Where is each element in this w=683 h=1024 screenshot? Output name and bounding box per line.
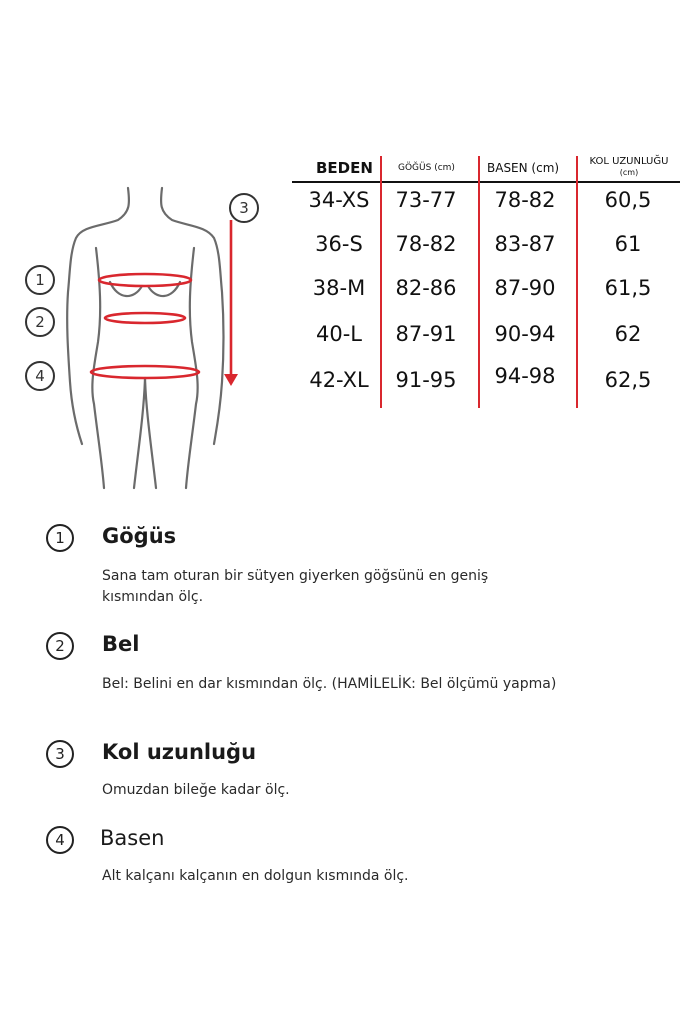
cell-basen: 87-90 [494,276,556,300]
bust-line [99,274,191,286]
cell-kol: 62 [614,322,642,346]
cell-size: 42-XL [309,368,369,392]
size-table [292,150,682,410]
cell-gogus: 87-91 [395,322,457,346]
cell-size: 38-M [312,276,366,300]
cell-kol: 61,5 [604,276,652,300]
body-outline-illustration [18,182,278,492]
marker-2: 2 [35,313,45,331]
header-kol-label: KOL UZUNLUĞU [589,156,669,167]
cell-gogus: 73-77 [395,188,457,212]
legend-description: Bel: Belini en dar kısmından ölç. (HAMİLELİK: Bel ölçümü yapma) [102,676,557,692]
header-kol-unit: (cm) [619,168,639,177]
cell-gogus: 82-86 [395,276,457,300]
header-kol [584,156,674,178]
arm-arrow-icon [224,374,238,386]
cell-basen: 94-98 [494,364,556,388]
body-measurement-figure [18,182,278,492]
legend-number-3: 3 [46,740,74,768]
legend-number-4: 4 [46,826,74,854]
waist-line [105,313,185,323]
cell-kol: 62,5 [604,368,652,392]
cell-basen: 90-94 [494,322,556,346]
cell-basen: 83-87 [494,232,556,256]
legend-title: Bel [102,632,140,656]
cell-size: 40-L [316,322,362,346]
header-basen: BASEN (cm) [487,161,560,175]
header-gogus: GÖĞÜS (cm) [398,163,455,173]
table-row [292,322,680,352]
marker-4: 4 [35,367,45,385]
cell-size: 34-XS [308,188,370,212]
table-row [292,276,680,306]
marker-1: 1 [35,271,45,289]
legend-title: Kol uzunluğu [102,740,257,764]
table-row [292,364,680,398]
legend-title: Göğüs [102,524,177,548]
header-divider [292,181,680,183]
legend-title: Basen [100,826,165,850]
legend-number-2: 2 [46,632,74,660]
legend-description: Sana tam oturan bir sütyen giyerken göğsünü en geniş kısmından ölç. [102,568,489,605]
cell-kol: 60,5 [604,188,652,212]
cell-kol: 61 [614,232,642,256]
table-row [292,188,680,218]
cell-size: 36-S [315,232,363,256]
header-beden: BEDEN [316,159,373,177]
cell-gogus: 78-82 [395,232,457,256]
legend-number-1: 1 [46,524,74,552]
cell-gogus: 91-95 [395,368,457,392]
marker-3: 3 [239,199,249,217]
legend-description: Alt kalçanı kalçanın en dolgun kısmında ölç. [102,868,409,884]
table-row [292,232,680,262]
cell-basen: 78-82 [494,188,556,212]
legend-description: Omuzdan bileğe kadar ölç. [102,782,290,798]
hip-line [91,366,199,378]
